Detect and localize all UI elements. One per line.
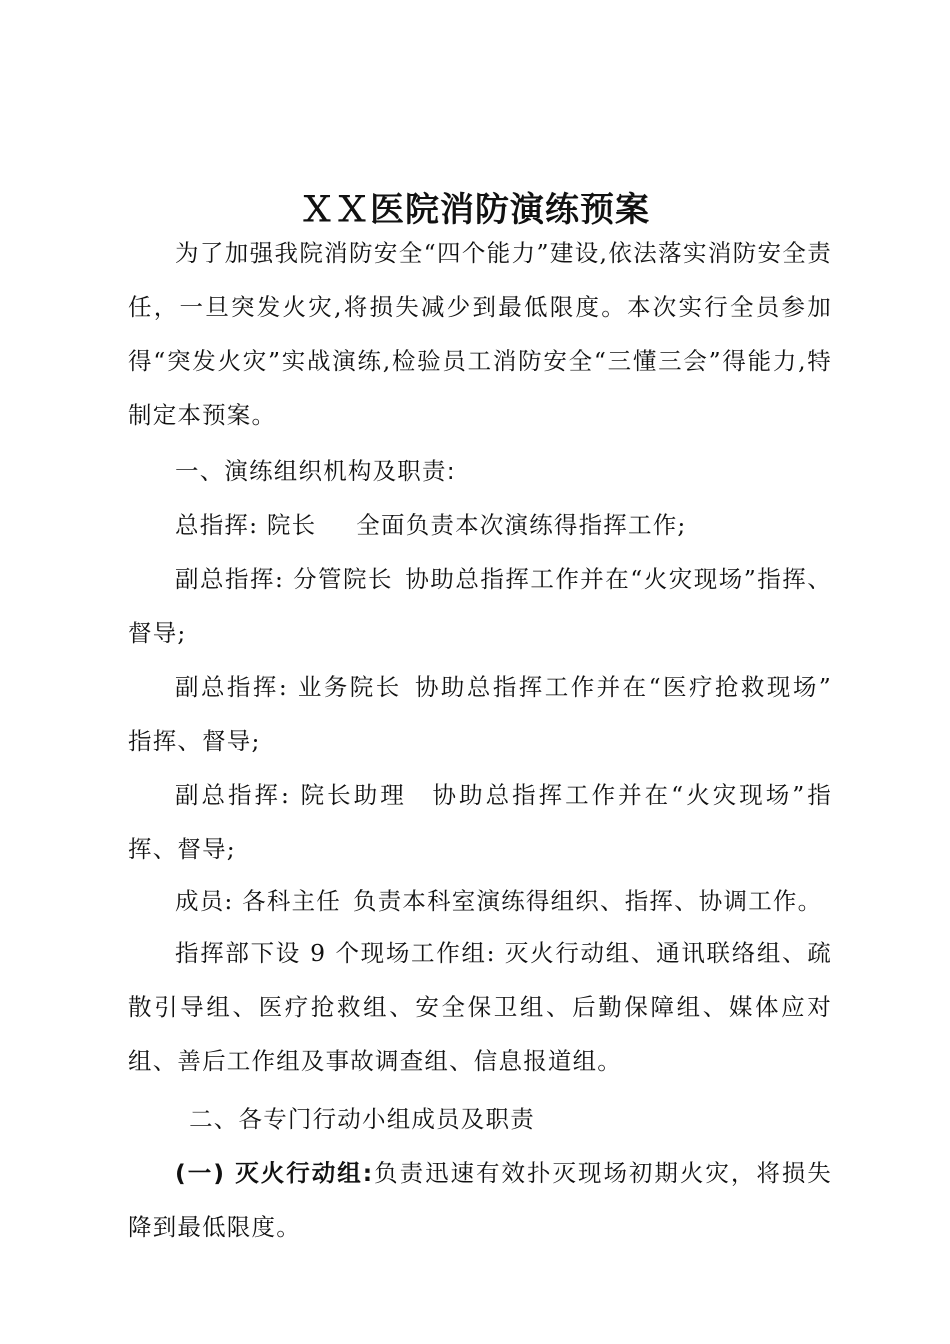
groups-paragraph: 指挥部下设 9 个现场工作组: 灭火行动组、通讯联络组、疏散引导组、医疗抢救组、安全保卫组、后勤保障组、媒体应对组、善后工作组及事故调查组、信息报道组。 (128, 939, 832, 1075)
org-item-3 (128, 660, 832, 768)
group-1-text: 负责迅速有效扑灭现场初期火灾，将损失降到最低限度。 (128, 1159, 833, 1241)
org-item-3-role: 副总指挥: 业务院长 (175, 673, 402, 701)
org-item-1 (128, 498, 832, 552)
org-item-2 (128, 552, 832, 660)
org-item-4-duty: 协助总指挥工作并在“火灾现场”指挥、督导; (128, 781, 833, 863)
org-item-2-role: 副总指挥: 分管院长 (175, 565, 394, 593)
org-item-1-role: 总指挥: 院长 (175, 511, 317, 539)
intro-paragraph: 为了加强我院消防安全“四个能力”建设,依法落实消防安全责任，一旦突发火灾,将损失减少到最低限度。本次实行全员参加得“突发火灾”实战演练,检验员工消防安全“三懂三会”得能力,特制定本预案。 (128, 239, 832, 429)
document-body (128, 226, 832, 1254)
org-item-3-duty: 协助总指挥工作并在“医疗抢救现场” 指挥、督导; (128, 673, 832, 755)
section-1-heading: 一、演练组织机构及职责: (175, 457, 456, 485)
org-item-2-duty: 协助总指挥工作并在“火灾现场”指挥、督导; (128, 565, 832, 647)
group-1-paragraph (128, 1146, 832, 1254)
org-item-5-duty: 负责本科室演练得组织、指挥、协调工作。 (353, 887, 823, 915)
org-item-4-role: 副总指挥: 院长助理 (175, 781, 407, 809)
org-item-5-role: 成员: 各科主任 (175, 887, 341, 915)
section-2-heading: 二、各专门行动小组成员及职责 (189, 1105, 535, 1133)
group-1-label: (一) 灭火行动组: (175, 1159, 374, 1187)
org-item-1-duty: 全面负责本次演练得指挥工作; (356, 511, 687, 539)
org-item-4 (128, 768, 832, 876)
document-title: ＸＸ医院消防演练预案 (300, 190, 650, 230)
org-item-5 (128, 876, 832, 926)
